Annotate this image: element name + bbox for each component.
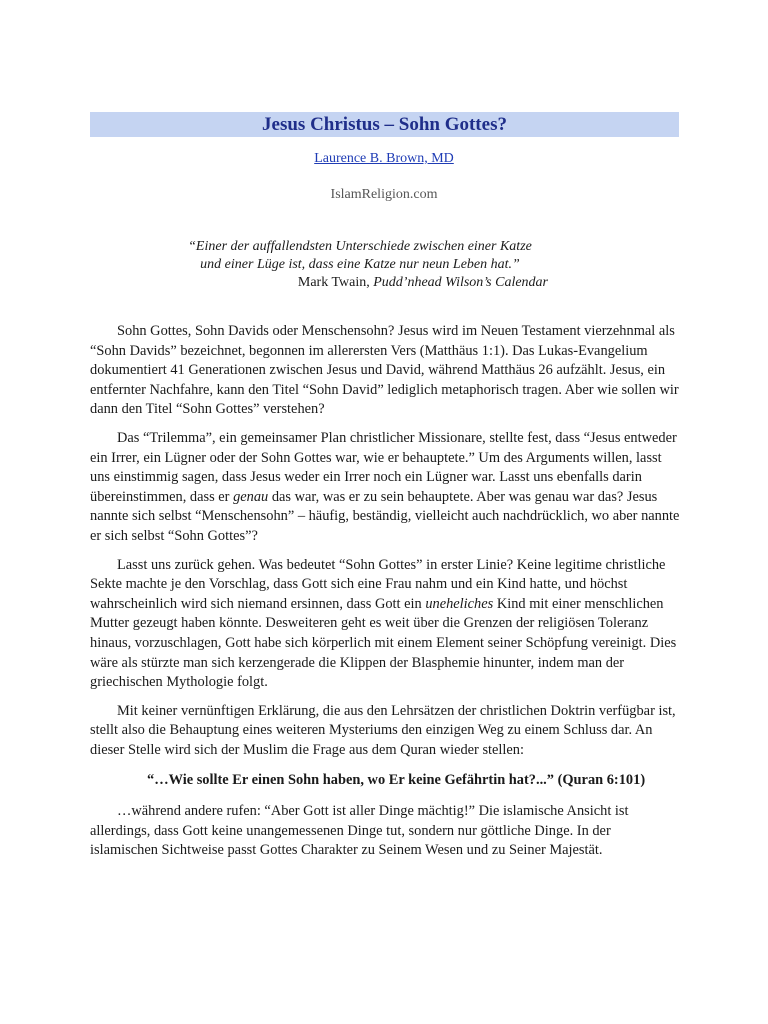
article-body (90, 322, 680, 870)
author-link[interactable]: Laurence B. Brown, MD (314, 151, 454, 166)
paragraph-4: Mit keiner vernünftigen Erklärung, die aus den Lehrsätzen der christlichen Doktrin verfügbar ist, stellt also die Behauptung eines weiteren Mysteriums den einzigen Weg zu einem Schluss dar. An dieser Stelle wird sich der Muslim die Frage aus dem Quran wieder stellen: (90, 702, 676, 758)
title-banner (90, 112, 679, 137)
paragraph-3-text-b: Kind mit einer menschlichen Mutter gezeugt haben könnte. Desweiteren geht es weit über die Grenzen der religiösen Toleranz hinaus, vorzuschlagen, Gott habe sich körperlich mit einem Element seiner Schöpfung vereinigt. Dies wäre als stürzte man sich kerzengerade die Klippen der Blasphemie hinunter, indem man der griechischen Mythologie folgt. (90, 595, 677, 691)
attribution-work: Pudd’nhead Wilson’s Calendar (373, 275, 548, 290)
source-site: IslamReligion.com (330, 187, 438, 202)
paragraph-3-emphasis: uneheliches (425, 595, 494, 612)
document-title: Jesus Christus – Sohn Gottes? (262, 113, 507, 135)
epigraph-attribution (160, 274, 560, 292)
paragraph-3-text-a: Lasst uns zurück gehen. Was bedeutet “Sohn Gottes” in erster Linie? Keine legitime christliche Sekte machte je den Vorschlag, dass Gott sich eine Frau nahm und ein Kind hatte, und höchst wahrscheinlich wird sich niemand ersinnen, dass Gott ein (90, 556, 666, 612)
paragraph-5: …während andere rufen: “Aber Gott ist aller Dinge mächtig!” Die islamische Ansicht ist allerdings, dass Gott keine unangemessenen Dinge tut, sondern nur göttliche Dinge. In der islamischen Sichtweise passt Gottes Charakter zu Seinem Wesen und zu Seiner Majestät. (90, 803, 629, 859)
paragraph-2-text-a: Das “Trilemma”, ein gemeinsamer Plan christlicher Missionare, stellte fest, dass “Jesus entweder ein Irrer, ein Lügner oder der Sohn Gottes war, wie er behauptete.” Um des Arguments willen, lasst uns einstimmig sagen, dass Jesus weder ein Irrer noch ein Lügner war. Lasst uns ebenfalls darin übereinstimmen, dass er (90, 429, 677, 505)
attribution-name: Mark Twain, (297, 275, 374, 290)
epigraph-line-1: “Einer der auffallendsten Unterschiede zwischen einer Katze (188, 239, 532, 254)
epigraph (160, 238, 560, 292)
paragraph-1: Sohn Gottes, Sohn Davids oder Menschensohn? Jesus wird im Neuen Testament vierzehnmal als “Sohn Davids” bezeichnet, begonnen im allerersten Vers (Matthäus 1:1). Das Lukas-Evangelium dokumentiert 41 Generationen zwischen Jesus und David, während Matthäus 26 aufzählt. Jesus, ein entfernter Nachfahre, kann den Titel “Sohn David” lediglich metaphorisch tragen. Aber wie sollen wir dann den Titel “Sohn Gottes” verstehen? (90, 323, 679, 418)
paragraph-2 (90, 429, 680, 547)
quran-quote: “…Wie sollte Er einen Sohn haben, wo Er keine Gefährtin hat?...” (Quran 6:101) (147, 772, 646, 789)
paragraph-2-text-b: das war, was er zu sein behauptete. Aber was genau war das? Jesus nannte sich selbst “Menschensohn” – häufig, beständig, vielleicht auch nachdrücklich, wo aber nannte er sich selbst “Sohn Gottes”? (90, 488, 680, 544)
paragraph-2-emphasis: genau (233, 488, 269, 505)
epigraph-line-2: und einer Lüge ist, dass eine Katze nur neun Leben hat.” (200, 257, 520, 272)
paragraph-3 (90, 556, 680, 693)
author-line (0, 151, 768, 167)
